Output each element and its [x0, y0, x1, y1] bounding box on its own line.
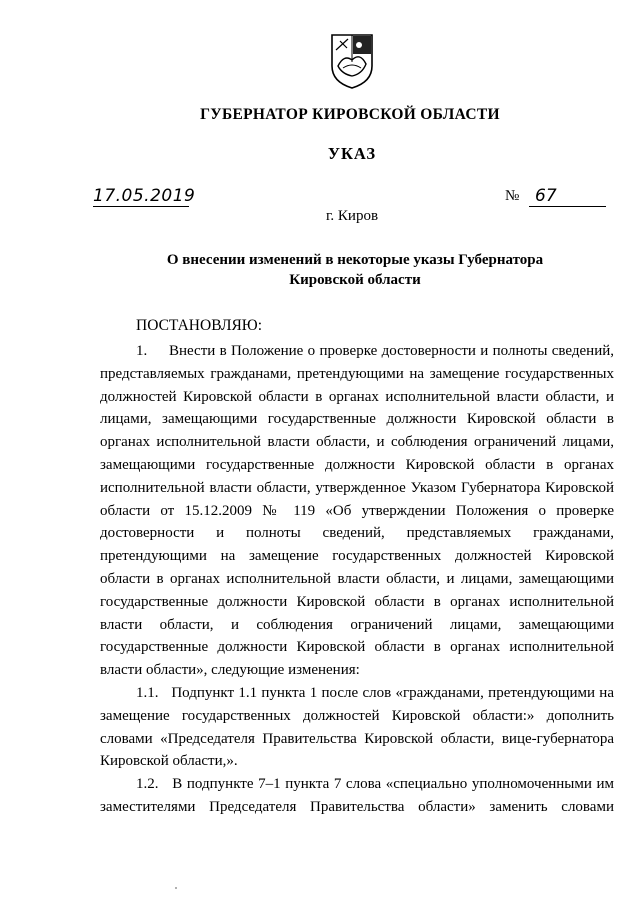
document-title: О внесении изменений в некоторые указы Губернатора Кировской области: [166, 252, 544, 288]
issue-city: г. Киров: [325, 208, 379, 224]
paragraph: 1.1. Подпункт 1.1 пункта 1 после слов «гражданами, претендующими на замещение государственных должностей Кировской области:» дополнить словами «Председателя Правительства Кировской области, вице-губернатора Кировской области,».: [100, 684, 618, 770]
number-sign: №: [505, 188, 520, 204]
body-text: [100, 340, 618, 819]
document-number: [505, 186, 606, 208]
document-type: УКАЗ: [327, 144, 377, 163]
scan-mark-icon: [173, 885, 179, 891]
kirov-region-coat-of-arms-icon: [329, 32, 375, 90]
document-date: 17.05.2019: [93, 186, 196, 206]
decree-word: ПОСТАНОВЛЯЮ:: [136, 317, 263, 334]
paragraph: 1.2. В подпункте 7–1 пункта 7 слова «специально уполномоченными им заместителями Председателя Правительства области» заменить словами: [100, 776, 618, 815]
paragraph: 1. Внести в Положение о проверке достоверности и полноты сведений, представляемых гражданами, претендующими на замещение государственных должностей Кировской области в органах исполнительной власти области, и лицами, замещающими государственные должности Кировской области в органах исполнительной власти области, и соблюдения ограничений лицами, замещающими государственные должности Кировской области в органах исполнительной власти области, утвержденное Указом Губернатора Кировской области от 15.12.2009 № 119 «Об утверждении Положения о проверке достоверности и полноты сведений, представляемых гражданами, претендующими на замещение государственных должностей Кировской области в органах исполнительной власти области, и лицами, замещающими государственные должности Кировской области в органах исполнительной власти области, и соблюдения ограничений лицами, замещающими государственные должности Кировской области в органах исполнительной власти области», следующие изменения:: [100, 343, 618, 679]
issuing-authority: ГУБЕРНАТОР КИРОВСКОЙ ОБЛАСТИ: [200, 106, 500, 123]
number-value: 67: [529, 186, 606, 207]
